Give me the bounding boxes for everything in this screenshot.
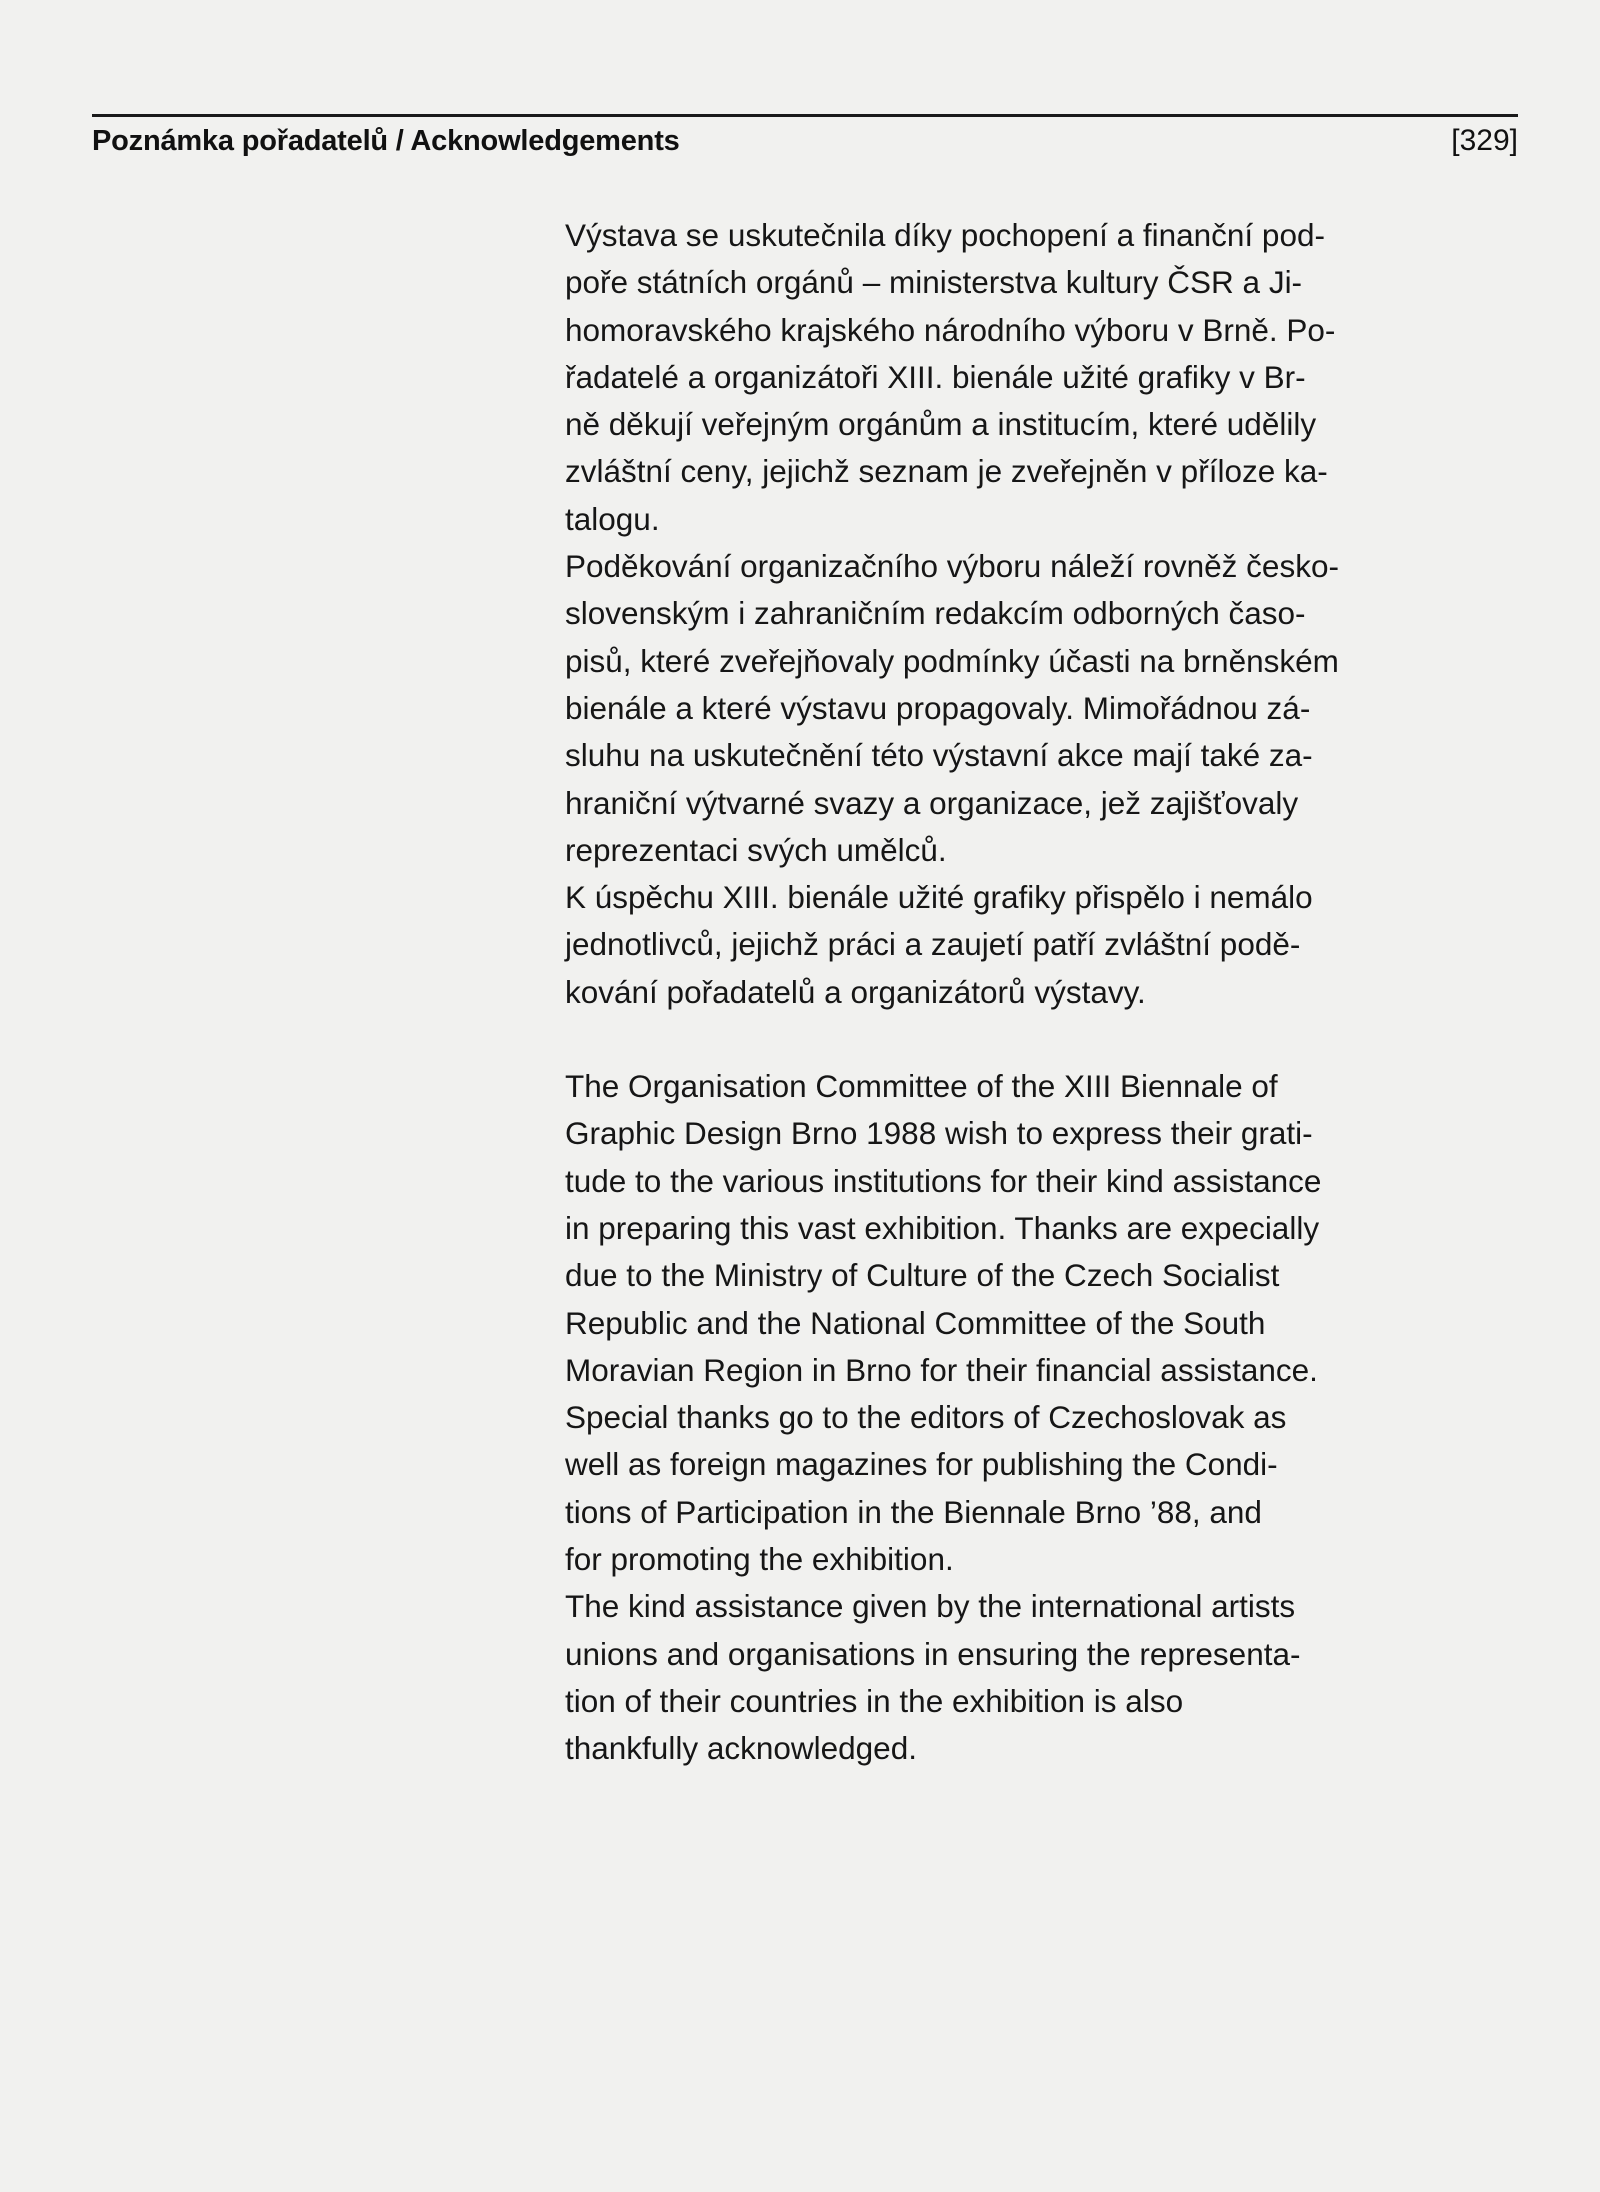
text-line: kování pořadatelů a organizátorů výstavy. xyxy=(565,973,1146,1010)
text-line: Special thanks go to the editors of Czechoslovak as xyxy=(565,1399,1287,1436)
text-line: ně děkují veřejným orgánům a institucím, které udělily xyxy=(565,406,1317,443)
text-line: sluhu na uskutečnění této výstavní akce mají také za- xyxy=(565,737,1313,774)
page-title: Poznámka pořadatelů / Acknowledgements xyxy=(92,125,680,157)
text-line: zvláštní ceny, jejichž seznam je zveřejněn v příloze ka- xyxy=(565,453,1328,490)
czech-paragraph-1 xyxy=(565,212,1525,543)
text-line: Výstava se uskutečnila díky pochopení a finanční pod- xyxy=(565,217,1325,253)
text-line: tions of Participation in the Biennale Brno ’88, and xyxy=(565,1493,1262,1530)
text-line: jednotlivců, jejichž práci a zaujetí patří zvláštní podě- xyxy=(565,926,1301,963)
text-line: tude to the various institutions for their kind assistance xyxy=(565,1162,1322,1199)
page-number: [329] xyxy=(1451,124,1518,157)
czech-paragraph-2 xyxy=(565,543,1525,874)
text-line: unions and organisations in ensuring the representa- xyxy=(565,1635,1301,1672)
english-paragraph-2 xyxy=(565,1583,1525,1772)
text-line: The Organisation Committee of the XIII Biennale of xyxy=(565,1068,1278,1105)
english-paragraph-1 xyxy=(565,1063,1525,1583)
text-line: tion of their countries in the exhibition is also xyxy=(565,1682,1184,1719)
text-line: Poděkování organizačního výboru náleží rovněž česko- xyxy=(565,548,1339,585)
text-line: reprezentaci svých umělců. xyxy=(565,831,947,868)
czech-paragraph-3 xyxy=(565,874,1525,1016)
text-line: bienále a které výstavu propagovaly. Mimořádnou zá- xyxy=(565,689,1311,726)
text-line: thankfully acknowledged. xyxy=(565,1730,917,1767)
text-line: K úspěchu XIII. bienále užité grafiky přispělo i nemálo xyxy=(565,879,1313,916)
page-header xyxy=(92,124,1518,158)
text-line: Graphic Design Brno 1988 wish to express their grati- xyxy=(565,1115,1313,1152)
text-line: Moravian Region in Brno for their financial assistance. xyxy=(565,1351,1318,1388)
section-gap xyxy=(565,1016,1525,1063)
text-line: homoravského krajského národního výboru v Brně. Po- xyxy=(565,311,1336,348)
text-line: Republic and the National Committee of the South xyxy=(565,1304,1266,1341)
text-line: řadatelé a organizátoři XIII. bienále užité grafiky v Br- xyxy=(565,358,1306,395)
text-line: slovenským i zahraničním redakcím odborných časo- xyxy=(565,595,1306,632)
text-line: poře státních orgánů – ministerstva kultury ČSR a Ji- xyxy=(565,264,1303,301)
text-line: for promoting the exhibition. xyxy=(565,1541,954,1578)
body-column xyxy=(565,212,1525,1773)
text-line: pisů, které zveřejňovaly podmínky účasti na brněnském xyxy=(565,642,1339,679)
text-line: hraniční výtvarné svazy a organizace, jež zajišťovaly xyxy=(565,784,1299,821)
text-line: The kind assistance given by the international artists xyxy=(565,1588,1296,1625)
text-line: in preparing this vast exhibition. Thanks are expecially xyxy=(565,1209,1320,1246)
header-rule xyxy=(92,114,1518,117)
text-line: talogu. xyxy=(565,500,660,537)
text-line: well as foreign magazines for publishing the Condi- xyxy=(565,1446,1278,1483)
text-line: due to the Ministry of Culture of the Czech Socialist xyxy=(565,1257,1280,1294)
